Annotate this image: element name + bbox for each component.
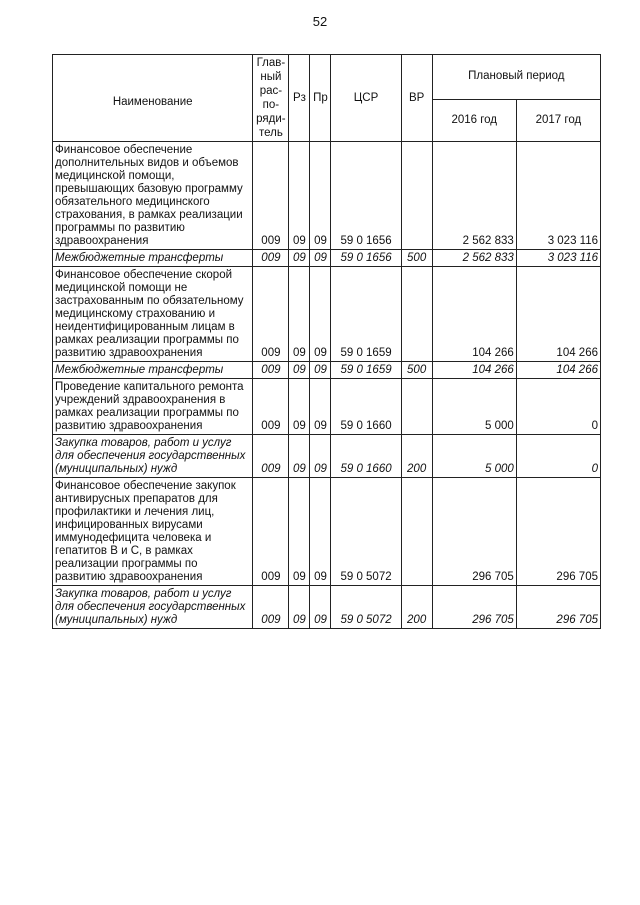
row-vr: 200 (401, 435, 432, 478)
row-rz: 09 (289, 142, 310, 250)
row-main-manager: 009 (253, 379, 289, 435)
row-pr: 09 (310, 250, 331, 267)
row-rz: 09 (289, 250, 310, 267)
row-vr: 500 (401, 362, 432, 379)
row-amount-2016: 2 562 833 (432, 142, 516, 250)
header-main-manager (253, 55, 289, 142)
table-row (53, 267, 601, 362)
row-csr: 59 0 1660 (331, 435, 401, 478)
row-name: Проведение капитального ремонта учреждений здравоохранения в рамках реализации программы по развитию здравоохранения (53, 379, 253, 435)
row-amount-2016: 296 705 (432, 586, 516, 629)
row-name: Финансовое обеспечение дополнительных видов и объемов медицинской помощи, превышающих базовую программу обязательного медицинского страхования, в рамках реализации программы по развитию здравоохранения (53, 142, 253, 250)
header-main-manager-line: тель (258, 127, 283, 139)
row-rz: 09 (289, 379, 310, 435)
header-vr: ВР (401, 55, 432, 142)
row-amount-2016: 5 000 (432, 379, 516, 435)
header-name: Наименование (53, 55, 253, 142)
row-pr: 09 (310, 142, 331, 250)
row-amount-2016: 104 266 (432, 267, 516, 362)
row-main-manager: 009 (253, 250, 289, 267)
row-vr (401, 142, 432, 250)
row-vr (401, 379, 432, 435)
row-csr: 59 0 1659 (331, 267, 401, 362)
header-csr: ЦСР (331, 55, 401, 142)
row-csr: 59 0 1656 (331, 142, 401, 250)
table-row (53, 435, 601, 478)
row-rz: 09 (289, 362, 310, 379)
row-pr: 09 (310, 267, 331, 362)
page-number: 52 (312, 14, 328, 29)
row-name: Закупка товаров, работ и услуг для обеспечения государственных (муниципальных) нужд (53, 435, 253, 478)
row-amount-2016: 5 000 (432, 435, 516, 478)
header-main-manager-line: ряди- (256, 113, 286, 125)
row-main-manager: 009 (253, 586, 289, 629)
header-pr: Пр (310, 55, 331, 142)
row-pr: 09 (310, 379, 331, 435)
row-csr: 59 0 1659 (331, 362, 401, 379)
row-pr: 09 (310, 362, 331, 379)
header-rz: Рз (289, 55, 310, 142)
table-row (53, 250, 601, 267)
row-amount-2016: 104 266 (432, 362, 516, 379)
table-row (53, 362, 601, 379)
header-main-manager-line: по- (262, 99, 280, 111)
row-csr: 59 0 1656 (331, 250, 401, 267)
row-amount-2017: 296 705 (516, 478, 600, 586)
header-year-2016: 2016 год (432, 99, 516, 141)
row-rz: 09 (289, 478, 310, 586)
row-amount-2017: 104 266 (516, 267, 600, 362)
row-name: Межбюджетные трансферты (53, 362, 253, 379)
row-name: Финансовое обеспечение закупок антивирусных препаратов для профилактики и лечения лиц, инфицированных вирусами иммунодефицита человека и гепатитов В и С, в рамках реализации программы по развитию здравоохранения (53, 478, 253, 586)
row-amount-2016: 2 562 833 (432, 250, 516, 267)
table-row (53, 142, 601, 250)
row-pr: 09 (310, 478, 331, 586)
row-main-manager: 009 (253, 142, 289, 250)
header-main-manager-line: Глав- (256, 57, 286, 69)
row-name: Межбюджетные трансферты (53, 250, 253, 267)
row-csr: 59 0 5072 (331, 478, 401, 586)
table-row (53, 379, 601, 435)
table-row (53, 478, 601, 586)
row-amount-2017: 3 023 116 (516, 250, 600, 267)
header-year-2017: 2017 год (516, 99, 600, 141)
row-pr: 09 (310, 586, 331, 629)
row-vr (401, 267, 432, 362)
row-vr: 200 (401, 586, 432, 629)
header-main-manager-line: ный (260, 71, 282, 83)
budget-table (52, 54, 601, 629)
row-main-manager: 009 (253, 362, 289, 379)
row-amount-2017: 0 (516, 379, 600, 435)
row-main-manager: 009 (253, 435, 289, 478)
row-amount-2017: 104 266 (516, 362, 600, 379)
row-rz: 09 (289, 267, 310, 362)
row-rz: 09 (289, 586, 310, 629)
header-planned-period: Плановый период (432, 55, 600, 100)
row-amount-2017: 0 (516, 435, 600, 478)
row-amount-2017: 296 705 (516, 586, 600, 629)
row-main-manager: 009 (253, 267, 289, 362)
header-main-manager-line: рас- (259, 85, 283, 97)
row-csr: 59 0 5072 (331, 586, 401, 629)
row-rz: 09 (289, 435, 310, 478)
row-vr (401, 478, 432, 586)
row-csr: 59 0 1660 (331, 379, 401, 435)
row-name: Закупка товаров, работ и услуг для обеспечения государственных (муниципальных) нужд (53, 586, 253, 629)
row-amount-2016: 296 705 (432, 478, 516, 586)
row-name: Финансовое обеспечение скорой медицинской помощи не застрахованным по обязательному медицинскому страхованию и неидентифицированным лицам в рамках реализации программы по развитию здравоохранения (53, 267, 253, 362)
row-pr: 09 (310, 435, 331, 478)
table-row (53, 586, 601, 629)
row-vr: 500 (401, 250, 432, 267)
row-main-manager: 009 (253, 478, 289, 586)
row-amount-2017: 3 023 116 (516, 142, 600, 250)
